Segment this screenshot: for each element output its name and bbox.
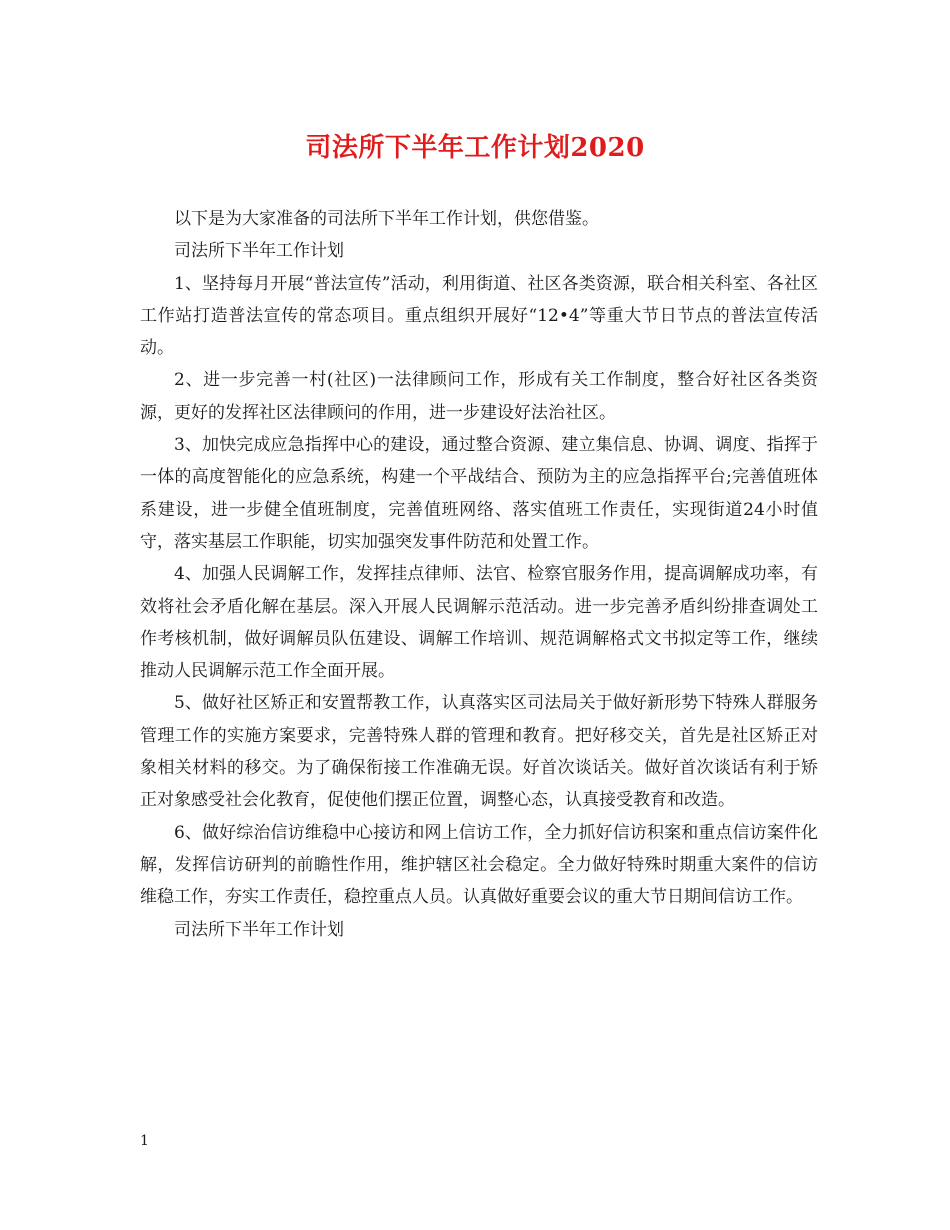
item-paragraph-1: 1、坚持每月开展“普法宣传”活动，利用街道、社区各类资源，联合相关科室、各社区工作站打造普法宣传的常态项目。重点组织开展好“12•4”等重大节日节点的普法宣传活动。 [140, 273, 818, 359]
item-paragraph-4: 4、加强人民调解工作，发挥挂点律师、法官、检察官服务作用，提高调解成功率，有效将社会矛盾化解在基层。深入开展人民调解示范活动。进一步完善矛盾纠纷排查调处工作考核机制，做好调解员队伍建设、调解工作培训、规范调解格式文书拟定等工作，继续推动人民调解示范工作全面开展。 [140, 564, 818, 682]
page-number: 1 [140, 1133, 149, 1149]
closing-heading: 司法所下半年工作计划 [174, 919, 344, 940]
section-heading: 司法所下半年工作计划 [174, 241, 344, 262]
document-body [140, 203, 818, 946]
item-paragraph-5: 5、做好社区矫正和安置帮教工作，认真落实区司法局关于做好新形势下特殊人群服务管理工作的实施方案要求，完善特殊人群的管理和教育。把好移交关，首先是社区矫正对象相关材料的移交。为了确保衔接工作准确无误。好首次谈话关。做好首次谈话有利于矫正对象感受社会化教育，促使他们摆正位置，调整心态，认真接受教育和改造。 [140, 693, 818, 811]
document-title: 司法所下半年工作计划2020 [305, 133, 645, 163]
item-paragraph-2: 2、进一步完善一村(社区)一法律顾问工作，形成有关工作制度，整合好社区各类资源，更好的发挥社区法律顾问的作用，进一步建设好法治社区。 [140, 370, 818, 423]
intro-paragraph: 以下是为大家准备的司法所下半年工作计划，供您借鉴。 [174, 209, 599, 229]
item-paragraph-3: 3、加快完成应急指挥中心的建设，通过整合资源、建立集信息、协调、调度、指挥于一体的高度智能化的应急系统，构建一个平战结合、预防为主的应急指挥平台;完善值班体系建设，进一步健全值班制度，完善值班网络、落实值班工作责任，实现街道24小时值守，落实基层工作职能，切实加强突发事件防范和处置工作。 [140, 435, 818, 552]
item-paragraph-6: 6、做好综治信访维稳中心接访和网上信访工作，全力抓好信访积案和重点信访案件化解，发挥信访研判的前瞻性作用，维护辖区社会稳定。全力做好特殊时期重大案件的信访维稳工作，夯实工作责任，稳控重点人员。认真做好重要会议的重大节日期间信访工作。 [140, 822, 818, 908]
